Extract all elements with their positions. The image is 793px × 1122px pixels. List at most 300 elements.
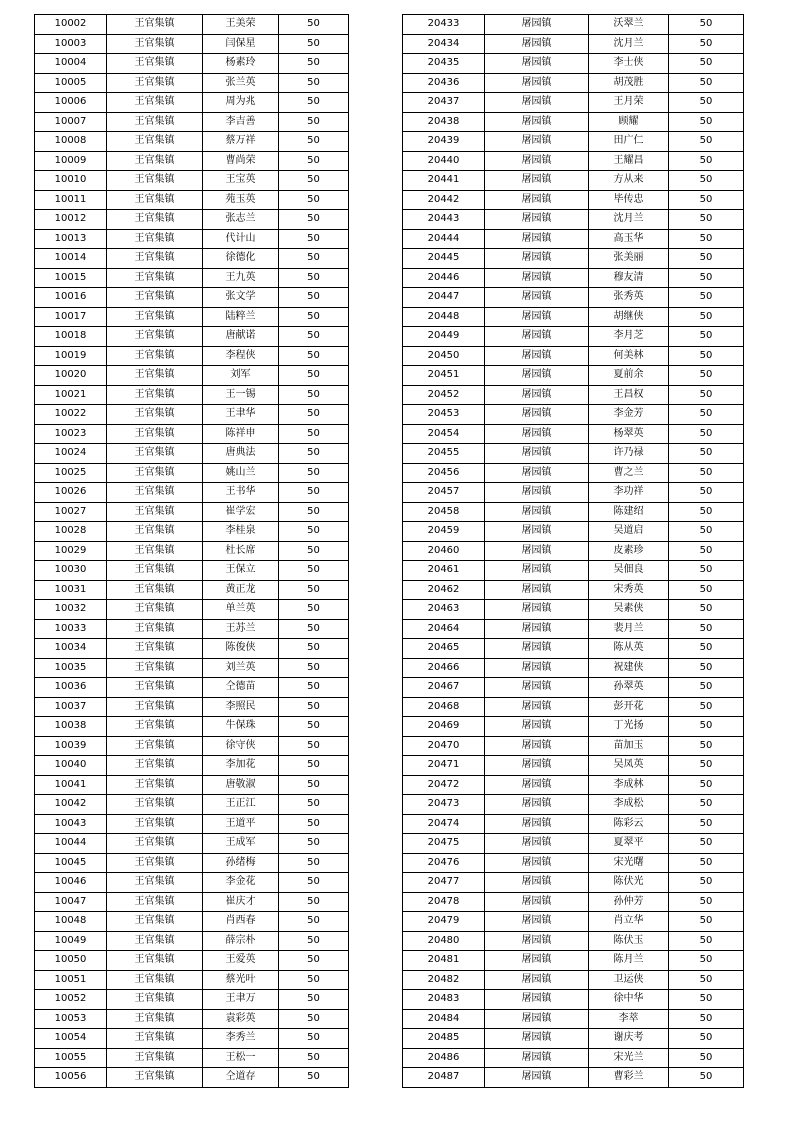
- name-cell: 杨翠英: [589, 424, 669, 444]
- amount-cell: 50: [279, 249, 349, 269]
- town-cell: 屠园镇: [485, 775, 589, 795]
- table-row: [403, 951, 744, 971]
- id-cell: 10043: [35, 814, 107, 834]
- table-row: [35, 327, 349, 347]
- id-cell: 10020: [35, 366, 107, 386]
- town-cell: 屠园镇: [485, 1068, 589, 1088]
- id-cell: 10040: [35, 756, 107, 776]
- table-row: [403, 171, 744, 191]
- table-row: [403, 73, 744, 93]
- name-cell: 夏前余: [589, 366, 669, 386]
- town-cell: 王官集镇: [107, 15, 203, 35]
- table-row: [403, 678, 744, 698]
- amount-cell: 50: [279, 112, 349, 132]
- table-row: [403, 346, 744, 366]
- id-cell: 20451: [403, 366, 485, 386]
- table-row: [403, 249, 744, 269]
- town-cell: 王官集镇: [107, 151, 203, 171]
- town-cell: 王官集镇: [107, 658, 203, 678]
- name-cell: 祝建侠: [589, 658, 669, 678]
- id-cell: 10056: [35, 1068, 107, 1088]
- name-cell: 陆粹兰: [203, 307, 279, 327]
- town-cell: 王官集镇: [107, 249, 203, 269]
- id-cell: 20457: [403, 483, 485, 503]
- amount-cell: 50: [279, 619, 349, 639]
- id-cell: 10027: [35, 502, 107, 522]
- town-cell: 王官集镇: [107, 190, 203, 210]
- table-row: [403, 912, 744, 932]
- town-cell: 王官集镇: [107, 912, 203, 932]
- name-cell: 田广仁: [589, 132, 669, 152]
- table-row: [403, 444, 744, 464]
- amount-cell: 50: [669, 1029, 744, 1049]
- town-cell: 屠园镇: [485, 307, 589, 327]
- table-row: [35, 15, 349, 35]
- table-row: [403, 561, 744, 581]
- amount-cell: 50: [669, 424, 744, 444]
- table-row: [403, 853, 744, 873]
- town-cell: 屠园镇: [485, 405, 589, 425]
- id-cell: 10010: [35, 171, 107, 191]
- table-row: [35, 580, 349, 600]
- town-cell: 屠园镇: [485, 249, 589, 269]
- town-cell: 屠园镇: [485, 171, 589, 191]
- table-row: [35, 619, 349, 639]
- table-row: [403, 541, 744, 561]
- id-cell: 20450: [403, 346, 485, 366]
- id-cell: 20475: [403, 834, 485, 854]
- amount-cell: 50: [669, 697, 744, 717]
- name-cell: 沈月兰: [589, 210, 669, 230]
- table-row: [35, 541, 349, 561]
- id-cell: 10045: [35, 853, 107, 873]
- amount-cell: 50: [669, 853, 744, 873]
- town-cell: 屠园镇: [485, 639, 589, 659]
- id-cell: 20437: [403, 93, 485, 113]
- amount-cell: 50: [279, 1048, 349, 1068]
- id-cell: 10037: [35, 697, 107, 717]
- amount-cell: 50: [279, 73, 349, 93]
- name-cell: 宋光兰: [589, 1048, 669, 1068]
- amount-cell: 50: [669, 1048, 744, 1068]
- town-cell: 王官集镇: [107, 678, 203, 698]
- name-cell: 李成林: [589, 775, 669, 795]
- amount-cell: 50: [279, 288, 349, 308]
- town-cell: 屠园镇: [485, 73, 589, 93]
- town-cell: 屠园镇: [485, 736, 589, 756]
- id-cell: 10006: [35, 93, 107, 113]
- name-cell: 皮素珍: [589, 541, 669, 561]
- name-cell: 杨素玲: [203, 54, 279, 74]
- name-cell: 王爱英: [203, 951, 279, 971]
- amount-cell: 50: [279, 327, 349, 347]
- name-cell: 肖西春: [203, 912, 279, 932]
- amount-cell: 50: [279, 1029, 349, 1049]
- table-row: [403, 151, 744, 171]
- amount-cell: 50: [669, 990, 744, 1010]
- town-cell: 屠园镇: [485, 444, 589, 464]
- amount-cell: 50: [279, 756, 349, 776]
- town-cell: 王官集镇: [107, 34, 203, 54]
- town-cell: 屠园镇: [485, 366, 589, 386]
- name-cell: 沃翠兰: [589, 15, 669, 35]
- table-row: [403, 522, 744, 542]
- id-cell: 20478: [403, 892, 485, 912]
- town-cell: 屠园镇: [485, 112, 589, 132]
- town-cell: 王官集镇: [107, 502, 203, 522]
- name-cell: 孙翠英: [589, 678, 669, 698]
- name-cell: 唐敬淑: [203, 775, 279, 795]
- amount-cell: 50: [669, 15, 744, 35]
- name-cell: 胡继侠: [589, 307, 669, 327]
- name-cell: 沈月兰: [589, 34, 669, 54]
- amount-cell: 50: [279, 1009, 349, 1029]
- amount-cell: 50: [669, 580, 744, 600]
- town-cell: 王官集镇: [107, 600, 203, 620]
- amount-cell: 50: [279, 951, 349, 971]
- town-cell: 王官集镇: [107, 385, 203, 405]
- town-cell: 屠园镇: [485, 151, 589, 171]
- id-cell: 10049: [35, 931, 107, 951]
- id-cell: 20472: [403, 775, 485, 795]
- town-cell: 王官集镇: [107, 756, 203, 776]
- amount-cell: 50: [669, 795, 744, 815]
- town-cell: 屠园镇: [485, 522, 589, 542]
- roster-table-right: [402, 14, 744, 1088]
- name-cell: 李桂泉: [203, 522, 279, 542]
- table-row: [35, 288, 349, 308]
- town-cell: 王官集镇: [107, 853, 203, 873]
- name-cell: 李萃: [589, 1009, 669, 1029]
- id-cell: 10044: [35, 834, 107, 854]
- id-cell: 10011: [35, 190, 107, 210]
- id-cell: 20484: [403, 1009, 485, 1029]
- town-cell: 王官集镇: [107, 970, 203, 990]
- name-cell: 吴道启: [589, 522, 669, 542]
- id-cell: 10016: [35, 288, 107, 308]
- name-cell: 仝德苗: [203, 678, 279, 698]
- table-row: [35, 307, 349, 327]
- amount-cell: 50: [669, 249, 744, 269]
- town-cell: 王官集镇: [107, 327, 203, 347]
- id-cell: 10023: [35, 424, 107, 444]
- amount-cell: 50: [279, 93, 349, 113]
- amount-cell: 50: [279, 912, 349, 932]
- id-cell: 20471: [403, 756, 485, 776]
- id-cell: 10046: [35, 873, 107, 893]
- town-cell: 王官集镇: [107, 892, 203, 912]
- table-row: [35, 1068, 349, 1088]
- amount-cell: 50: [669, 912, 744, 932]
- table-row: [403, 463, 744, 483]
- town-cell: 屠园镇: [485, 229, 589, 249]
- name-cell: 单兰英: [203, 600, 279, 620]
- table-row: [35, 483, 349, 503]
- id-cell: 10004: [35, 54, 107, 74]
- id-cell: 20444: [403, 229, 485, 249]
- id-cell: 10033: [35, 619, 107, 639]
- name-cell: 徐德化: [203, 249, 279, 269]
- table-row: [403, 1068, 744, 1088]
- id-cell: 10002: [35, 15, 107, 35]
- town-cell: 屠园镇: [485, 541, 589, 561]
- amount-cell: 50: [669, 229, 744, 249]
- id-cell: 10028: [35, 522, 107, 542]
- town-cell: 屠园镇: [485, 658, 589, 678]
- table-row: [403, 658, 744, 678]
- name-cell: 陈祥申: [203, 424, 279, 444]
- id-cell: 20435: [403, 54, 485, 74]
- town-cell: 屠园镇: [485, 600, 589, 620]
- amount-cell: 50: [279, 346, 349, 366]
- id-cell: 20452: [403, 385, 485, 405]
- town-cell: 王官集镇: [107, 93, 203, 113]
- town-cell: 屠园镇: [485, 1009, 589, 1029]
- town-cell: 王官集镇: [107, 990, 203, 1010]
- amount-cell: 50: [669, 73, 744, 93]
- amount-cell: 50: [669, 346, 744, 366]
- town-cell: 屠园镇: [485, 268, 589, 288]
- id-cell: 20486: [403, 1048, 485, 1068]
- id-cell: 10007: [35, 112, 107, 132]
- id-cell: 10015: [35, 268, 107, 288]
- name-cell: 卫运侠: [589, 970, 669, 990]
- name-cell: 曹之兰: [589, 463, 669, 483]
- amount-cell: 50: [669, 717, 744, 737]
- table-row: [35, 190, 349, 210]
- table-row: [403, 639, 744, 659]
- id-cell: 10054: [35, 1029, 107, 1049]
- town-cell: 屠园镇: [485, 931, 589, 951]
- name-cell: 张兰英: [203, 73, 279, 93]
- table-row: [35, 1048, 349, 1068]
- town-cell: 王官集镇: [107, 405, 203, 425]
- name-cell: 陈俊侠: [203, 639, 279, 659]
- name-cell: 张美丽: [589, 249, 669, 269]
- id-cell: 20436: [403, 73, 485, 93]
- name-cell: 仝道存: [203, 1068, 279, 1088]
- amount-cell: 50: [279, 190, 349, 210]
- town-cell: 王官集镇: [107, 112, 203, 132]
- town-cell: 王官集镇: [107, 307, 203, 327]
- town-cell: 王官集镇: [107, 463, 203, 483]
- name-cell: 宋光曙: [589, 853, 669, 873]
- amount-cell: 50: [279, 814, 349, 834]
- table-row: [403, 307, 744, 327]
- amount-cell: 50: [279, 366, 349, 386]
- amount-cell: 50: [669, 385, 744, 405]
- town-cell: 王官集镇: [107, 580, 203, 600]
- id-cell: 10012: [35, 210, 107, 230]
- amount-cell: 50: [669, 619, 744, 639]
- table-row: [35, 424, 349, 444]
- table-row: [403, 93, 744, 113]
- table-row: [403, 756, 744, 776]
- table-row: [35, 678, 349, 698]
- table-row: [35, 385, 349, 405]
- name-cell: 陈从英: [589, 639, 669, 659]
- name-cell: 丁光扬: [589, 717, 669, 737]
- id-cell: 10022: [35, 405, 107, 425]
- town-cell: 屠园镇: [485, 483, 589, 503]
- id-cell: 10034: [35, 639, 107, 659]
- name-cell: 孙绪梅: [203, 853, 279, 873]
- town-cell: 王官集镇: [107, 366, 203, 386]
- id-cell: 20447: [403, 288, 485, 308]
- name-cell: 李成松: [589, 795, 669, 815]
- id-cell: 10030: [35, 561, 107, 581]
- amount-cell: 50: [279, 580, 349, 600]
- table-row: [403, 814, 744, 834]
- table-row: [35, 54, 349, 74]
- name-cell: 王成军: [203, 834, 279, 854]
- table-row: [35, 151, 349, 171]
- name-cell: 李月芝: [589, 327, 669, 347]
- name-cell: 李吉善: [203, 112, 279, 132]
- table-row: [35, 600, 349, 620]
- amount-cell: 50: [279, 990, 349, 1010]
- id-cell: 20459: [403, 522, 485, 542]
- town-cell: 屠园镇: [485, 210, 589, 230]
- table-row: [35, 639, 349, 659]
- town-cell: 王官集镇: [107, 424, 203, 444]
- amount-cell: 50: [279, 54, 349, 74]
- table-row: [403, 1048, 744, 1068]
- amount-cell: 50: [669, 951, 744, 971]
- id-cell: 20463: [403, 600, 485, 620]
- id-cell: 20487: [403, 1068, 485, 1088]
- amount-cell: 50: [279, 775, 349, 795]
- id-cell: 10048: [35, 912, 107, 932]
- id-cell: 20470: [403, 736, 485, 756]
- name-cell: 徐中华: [589, 990, 669, 1010]
- amount-cell: 50: [279, 892, 349, 912]
- amount-cell: 50: [279, 307, 349, 327]
- id-cell: 20455: [403, 444, 485, 464]
- amount-cell: 50: [279, 970, 349, 990]
- amount-cell: 50: [669, 873, 744, 893]
- id-cell: 10008: [35, 132, 107, 152]
- town-cell: 屠园镇: [485, 190, 589, 210]
- name-cell: 李金芳: [589, 405, 669, 425]
- town-cell: 屠园镇: [485, 795, 589, 815]
- table-row: [35, 990, 349, 1010]
- name-cell: 宋秀英: [589, 580, 669, 600]
- table-row: [35, 346, 349, 366]
- town-cell: 王官集镇: [107, 873, 203, 893]
- table-row: [35, 717, 349, 737]
- table-row: [403, 834, 744, 854]
- town-cell: 王官集镇: [107, 1048, 203, 1068]
- town-cell: 王官集镇: [107, 561, 203, 581]
- town-cell: 王官集镇: [107, 268, 203, 288]
- town-cell: 王官集镇: [107, 1009, 203, 1029]
- name-cell: 王正江: [203, 795, 279, 815]
- town-cell: 王官集镇: [107, 444, 203, 464]
- table-row: [35, 1029, 349, 1049]
- table-row: [403, 268, 744, 288]
- town-cell: 屠园镇: [485, 580, 589, 600]
- table-row: [35, 502, 349, 522]
- id-cell: 20445: [403, 249, 485, 269]
- table-row: [35, 34, 349, 54]
- id-cell: 20440: [403, 151, 485, 171]
- name-cell: 陈月兰: [589, 951, 669, 971]
- table-row: [403, 775, 744, 795]
- table-row: [35, 522, 349, 542]
- amount-cell: 50: [669, 522, 744, 542]
- table-row: [35, 366, 349, 386]
- name-cell: 李照民: [203, 697, 279, 717]
- id-cell: 20466: [403, 658, 485, 678]
- id-cell: 10019: [35, 346, 107, 366]
- table-row: [35, 93, 349, 113]
- town-cell: 王官集镇: [107, 522, 203, 542]
- town-cell: 王官集镇: [107, 834, 203, 854]
- town-cell: 屠园镇: [485, 834, 589, 854]
- town-cell: 屠园镇: [485, 132, 589, 152]
- table-row: [35, 171, 349, 191]
- name-cell: 李金花: [203, 873, 279, 893]
- name-cell: 唐献诺: [203, 327, 279, 347]
- amount-cell: 50: [279, 132, 349, 152]
- name-cell: 陈彩云: [589, 814, 669, 834]
- table-row: [403, 970, 744, 990]
- id-cell: 20439: [403, 132, 485, 152]
- name-cell: 毕传忠: [589, 190, 669, 210]
- town-cell: 王官集镇: [107, 639, 203, 659]
- name-cell: 李程侠: [203, 346, 279, 366]
- id-cell: 20442: [403, 190, 485, 210]
- amount-cell: 50: [279, 873, 349, 893]
- table-row: [403, 502, 744, 522]
- town-cell: 屠园镇: [485, 327, 589, 347]
- town-cell: 王官集镇: [107, 288, 203, 308]
- table-row: [403, 190, 744, 210]
- amount-cell: 50: [669, 366, 744, 386]
- town-cell: 王官集镇: [107, 541, 203, 561]
- amount-cell: 50: [669, 736, 744, 756]
- table-row: [403, 424, 744, 444]
- roster-table-right-body: [403, 15, 744, 1088]
- town-cell: 屠园镇: [485, 951, 589, 971]
- name-cell: 吴凤英: [589, 756, 669, 776]
- table-row: [403, 1029, 744, 1049]
- name-cell: 王宝英: [203, 171, 279, 191]
- id-cell: 20469: [403, 717, 485, 737]
- name-cell: 张志兰: [203, 210, 279, 230]
- town-cell: 屠园镇: [485, 990, 589, 1010]
- name-cell: 王昌权: [589, 385, 669, 405]
- id-cell: 10003: [35, 34, 107, 54]
- roster-table-left-body: [35, 15, 349, 1088]
- name-cell: 代计山: [203, 229, 279, 249]
- amount-cell: 50: [669, 502, 744, 522]
- id-cell: 20476: [403, 853, 485, 873]
- town-cell: 屠园镇: [485, 756, 589, 776]
- table-row: [35, 873, 349, 893]
- id-cell: 20481: [403, 951, 485, 971]
- town-cell: 王官集镇: [107, 210, 203, 230]
- town-cell: 王官集镇: [107, 346, 203, 366]
- id-cell: 10039: [35, 736, 107, 756]
- town-cell: 王官集镇: [107, 697, 203, 717]
- name-cell: 孙仲芳: [589, 892, 669, 912]
- amount-cell: 50: [669, 775, 744, 795]
- id-cell: 20456: [403, 463, 485, 483]
- town-cell: 屠园镇: [485, 1048, 589, 1068]
- amount-cell: 50: [669, 210, 744, 230]
